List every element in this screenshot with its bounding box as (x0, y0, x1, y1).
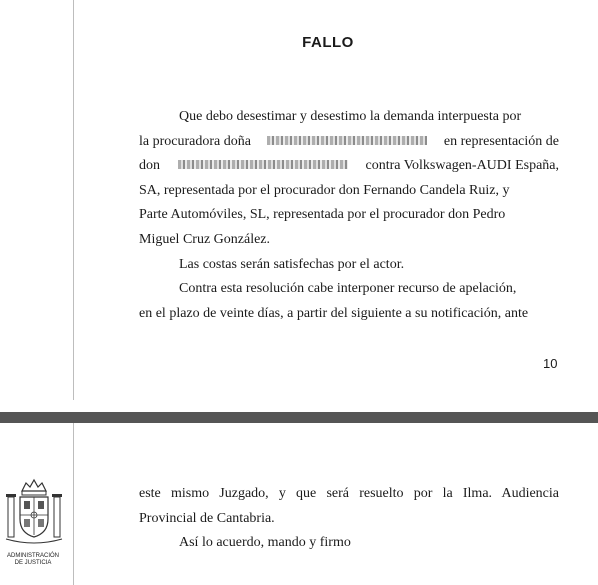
redacted-name (267, 136, 427, 145)
redacted-name (178, 160, 348, 169)
page-separator (0, 412, 598, 423)
seal-caption (0, 553, 66, 567)
text-line (139, 154, 559, 179)
text-line: en el plazo de veinte días, a partir del siguiente a su notificación, ante (139, 305, 529, 321)
text-line: Provincial de Cantabria. (139, 510, 275, 526)
text-line: Que debo desestimar y desestimo la demanda interpuesta por (179, 109, 522, 124)
text-line: Así lo acuerdo, mando y firmo (179, 535, 351, 551)
text-line: SA, representada por el procurador don Fernando Candela Ruiz, y (139, 182, 510, 198)
seal-caption-line: ADMINISTRACIÓN (6, 553, 59, 559)
ruling-body-continued (139, 482, 559, 556)
margin-rule (73, 0, 74, 400)
text-line: Miguel Cruz González. (139, 231, 271, 247)
text-line: Las costas serán satisfechas por el actor. (179, 256, 405, 272)
text-line: Contra esta resolución cabe interponer recurso de apelación, (179, 281, 517, 297)
margin-rule (73, 423, 74, 585)
text-fragment: don (139, 158, 160, 174)
text-line (139, 130, 559, 155)
section-heading: FALLO (302, 34, 354, 51)
text-fragment: la procuradora doña (139, 133, 251, 149)
seal-caption-line: DE JUSTICIA (14, 560, 52, 566)
text-line: este mismo Juzgado, y que será resuelto por la Ilma. Audiencia (139, 486, 559, 501)
text-fragment: en representación de (443, 133, 559, 149)
text-fragment: contra Volkswagen-AUDI España, (365, 158, 559, 174)
text-line: Parte Automóviles, SL, representada por el procurador don Pedro (139, 207, 506, 223)
ruling-body (139, 105, 559, 326)
page-number: 10 (543, 356, 558, 371)
